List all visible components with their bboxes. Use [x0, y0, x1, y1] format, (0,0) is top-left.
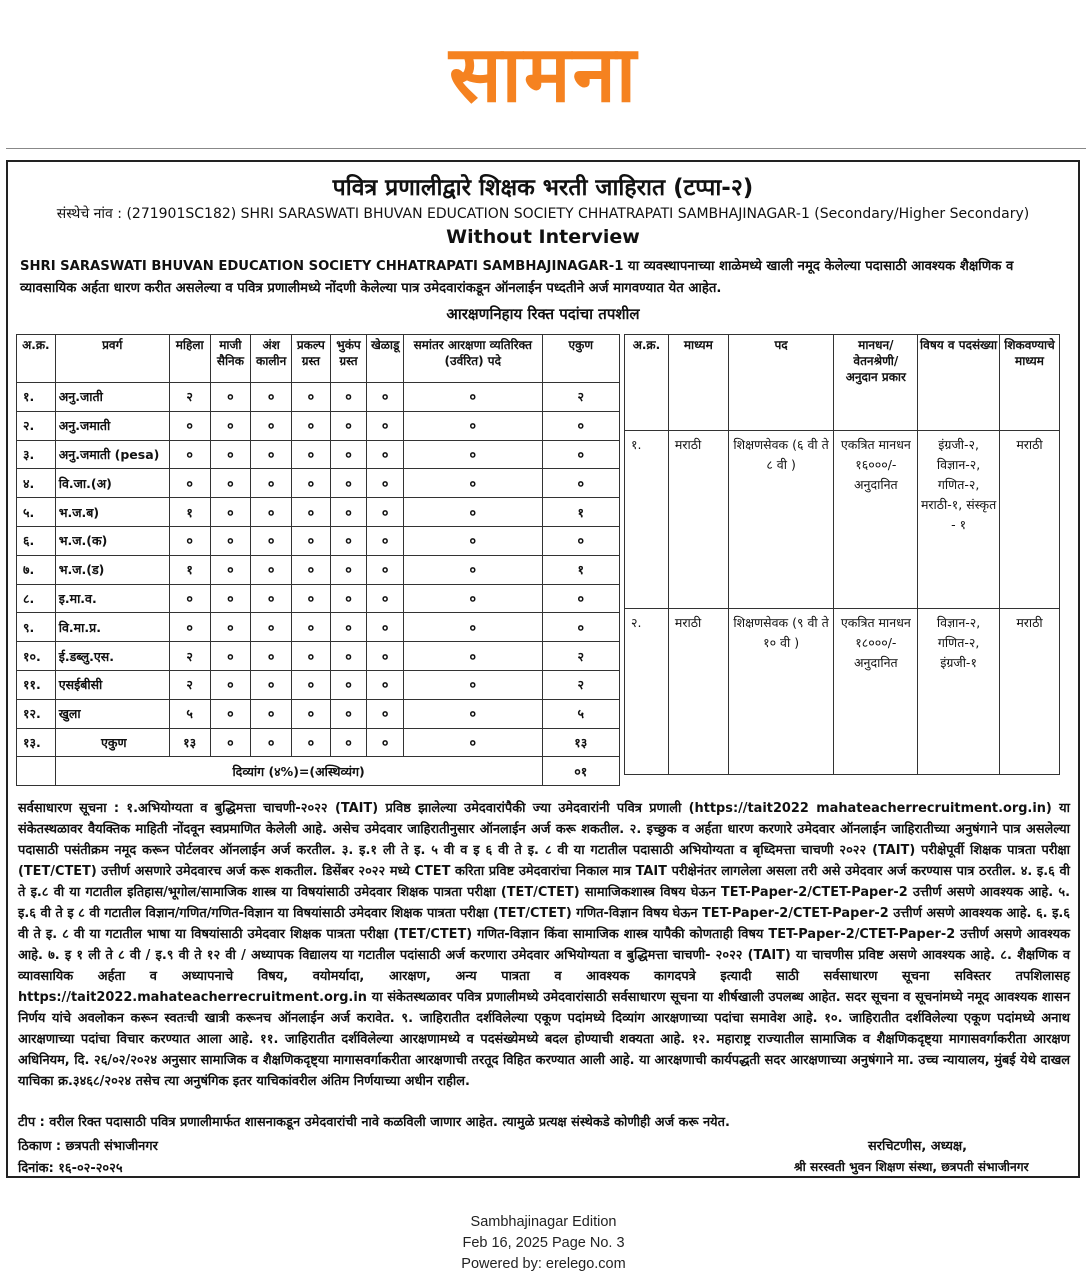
- table-cell: ०: [330, 555, 367, 584]
- signatory: सरचिटणीस, अध्यक्ष,: [868, 1139, 968, 1154]
- table-cell: ०: [251, 440, 292, 469]
- table-cell: ०: [404, 555, 543, 584]
- table-cell: १२.: [17, 699, 56, 728]
- table-cell-subjects: इंग्रजी-२, विज्ञान-२, गणित-२, मराठी-१, संस्कृत - १: [918, 431, 1000, 609]
- table-cell: ११.: [17, 670, 56, 699]
- table-row: [17, 498, 620, 527]
- table-cell: ०: [291, 440, 330, 469]
- table-cell: अनु.जमाती (pesa): [55, 440, 169, 469]
- table-cell: ०: [330, 728, 367, 757]
- table-row: [17, 383, 620, 412]
- column-header: मानधन/ वेतनश्रेणी/ अनुदान प्रकार: [834, 335, 918, 431]
- table-cell-medium: मराठी: [668, 609, 728, 775]
- table-cell: ०: [169, 411, 210, 440]
- table-row: [17, 440, 620, 469]
- table-cell: ०: [404, 670, 543, 699]
- table-cell: ०: [251, 584, 292, 613]
- table-cell: ०: [330, 613, 367, 642]
- table-row: [17, 526, 620, 555]
- table-cell: ०: [367, 555, 404, 584]
- table-cell: ०: [404, 584, 543, 613]
- table-cell: ०: [404, 728, 543, 757]
- table-cell: ०: [367, 526, 404, 555]
- table-cell: ०: [404, 498, 543, 527]
- table-cell: ०: [404, 699, 543, 728]
- post-table: [624, 334, 1060, 775]
- table-cell: भ.ज.(ड): [55, 555, 169, 584]
- table-cell: २: [542, 642, 619, 671]
- table-cell: ०: [367, 642, 404, 671]
- table-cell: ०: [169, 526, 210, 555]
- column-header: प्रकल्प ग्रस्त: [291, 335, 330, 383]
- column-header: विषय व पदसंख्या: [918, 335, 1000, 431]
- table-cell: ०: [404, 383, 543, 412]
- column-header: भुकंप ग्रस्त: [330, 335, 367, 383]
- table-cell: ०: [169, 440, 210, 469]
- table-cell: ०: [251, 526, 292, 555]
- table-cell: भ.ज.ब): [55, 498, 169, 527]
- table-cell: ०: [291, 411, 330, 440]
- column-header: अ.क्र.: [625, 335, 669, 431]
- table-cell: १३: [542, 728, 619, 757]
- table-cell: ०: [291, 584, 330, 613]
- table-cell: ०: [251, 498, 292, 527]
- ad-title: पवित्र प्रणालीद्वारे शिक्षक भरती जाहिरात (टप्पा-२): [332, 175, 754, 201]
- table-cell: ०: [210, 440, 251, 469]
- table-cell: १३: [169, 728, 210, 757]
- table-cell: ०: [330, 642, 367, 671]
- table-row: [17, 584, 620, 613]
- column-header: माजी सैनिक: [210, 335, 251, 383]
- table-cell: ०: [291, 526, 330, 555]
- table-row: [17, 699, 620, 728]
- table-cell: ०: [367, 498, 404, 527]
- table-cell: ०: [404, 440, 543, 469]
- table-row: [17, 642, 620, 671]
- table-cell: ०: [210, 699, 251, 728]
- table-cell: इ.मा.व.: [55, 584, 169, 613]
- table-cell: ०: [367, 670, 404, 699]
- table-cell: ०: [542, 526, 619, 555]
- table-cell: ०: [210, 555, 251, 584]
- table-cell: ०: [330, 498, 367, 527]
- disabled-label: दिव्यांग (४%)=(अस्थिव्यंग): [55, 757, 542, 786]
- table-cell: ०: [542, 440, 619, 469]
- table-cell: ०: [291, 469, 330, 498]
- table-cell: ५: [542, 699, 619, 728]
- page-footer: [0, 1212, 1087, 1275]
- advertisement-box: [6, 160, 1080, 1178]
- table-cell: ०: [169, 469, 210, 498]
- table-cell: ०: [251, 411, 292, 440]
- table-cell: २.: [17, 411, 56, 440]
- newspaper-masthead: [0, 30, 1087, 120]
- tip-note: टीप : वरील रिक्त पदासाठी पवित्र प्रणालीमार्फत शासनाकडून उमेदवारांची नावे कळविली जाणार आहेत. त्यामुळे प्रत्यक्ष संस्थेकडे कोणीही अर्ज करू नयेत.: [18, 1115, 730, 1130]
- table-cell: ०: [210, 613, 251, 642]
- table-cell: ७.: [17, 555, 56, 584]
- column-header: खेळाडू: [367, 335, 404, 383]
- column-header: अंश कालीन: [251, 335, 292, 383]
- table-cell: ०: [251, 699, 292, 728]
- table-cell: १: [542, 555, 619, 584]
- table-cell: वि.मा.प्र.: [55, 613, 169, 642]
- post-table-body: [625, 431, 1060, 775]
- table-cell: ०: [367, 469, 404, 498]
- table-cell-teach-medium: मराठी: [999, 609, 1059, 775]
- column-header: महिला: [169, 335, 210, 383]
- table-cell: ०: [169, 584, 210, 613]
- reservation-table-header: [17, 335, 620, 383]
- table-cell: ०: [251, 642, 292, 671]
- table-cell-subjects: विज्ञान-२, गणित-२, इंग्रजी-१: [918, 609, 1000, 775]
- table-cell: अनु.जाती: [55, 383, 169, 412]
- table-heading: आरक्षणनिहाय रिक्त पदांचा तपशील: [446, 305, 640, 323]
- table-row: [625, 609, 1060, 775]
- table-cell: [17, 757, 56, 786]
- powered-by-label: Powered by: erelego.com: [461, 1256, 626, 1272]
- table-cell: ०: [367, 699, 404, 728]
- table-cell: ०: [251, 469, 292, 498]
- table-cell-post: शिक्षणसेवक (९ वी ते १० वी ): [728, 609, 834, 775]
- table-cell: ०: [291, 670, 330, 699]
- table-cell: ०: [251, 613, 292, 642]
- date-page-label: Feb 16, 2025 Page No. 3: [462, 1235, 625, 1251]
- table-cell-sr: १.: [625, 431, 669, 609]
- table-cell: ०: [291, 699, 330, 728]
- table-cell: ०: [330, 383, 367, 412]
- table-cell: एकुण: [55, 728, 169, 757]
- table-cell: ०: [291, 642, 330, 671]
- table-cell: ०: [291, 498, 330, 527]
- table-cell: ०: [210, 670, 251, 699]
- disabled-row: [17, 757, 620, 786]
- table-cell-sr: २.: [625, 609, 669, 775]
- table-cell-teach-medium: मराठी: [999, 431, 1059, 609]
- table-cell: ८.: [17, 584, 56, 613]
- table-cell: ०: [210, 642, 251, 671]
- table-row: [17, 728, 620, 757]
- table-cell: ई.डब्लु.एस.: [55, 642, 169, 671]
- table-cell: ०: [210, 526, 251, 555]
- table-cell: ०: [367, 440, 404, 469]
- table-cell: ०: [291, 383, 330, 412]
- place: ठिकाण : छत्रपती संभाजीनगर: [18, 1139, 158, 1154]
- table-cell: ०: [542, 584, 619, 613]
- table-cell: ९.: [17, 613, 56, 642]
- table-cell: एसईबीसी: [55, 670, 169, 699]
- table-cell: २: [169, 383, 210, 412]
- table-cell: २: [169, 670, 210, 699]
- table-cell: ०: [210, 584, 251, 613]
- table-cell: ०: [330, 699, 367, 728]
- table-cell: ०: [210, 498, 251, 527]
- general-instructions: सर्वसाधारण सूचना : १.अभियोग्यता व बुद्धिमत्ता चाचणी-२०२२ (TAIT) प्रविष्ठ झालेल्या उमेदवारांपैकी ज्या उमेदवारांनी पवित्र प्रणाली (https://tait2022 mahateacherrecruitment.org.in) या संकेतस्थळावर वैयक्तिक माहिती नोंदवून स्वप्रमाणित केलेली आहे. असेच उमेदवार जाहिरातीनुसार ऑनलाईन अर्ज करू शकतील. २. इच्छुक व अर्हता धारण करणारे उमेदवार ऑनलाईन जाहिरातीच्या अनुषंगाने पात्र असलेल्या पदासाठी पसंतीक्रम नमूद करून पोर्टलवर ऑनलाईन अर्ज करतील. ३. इ.१ ली ते इ. ५ वी व इ ६ वी ते इ. ८ वी या गटातील पदासाठी अभियोग्यता व बृध्दिमत्ता चाचणी २०२२ (TAIT) परीक्षेपूर्वी शिक्षक पात्रता परीक्षा (TET/CTET) उत्तीर्ण असणारे उमेदवारच अर्ज करू शकतील. डिसेंबर २०२२ मध्ये CTET करिता प्रविष्ट उमेदवारांचा निकाल मात्र TAIT परीक्षेनंतर लागलेला असला तरी असे उमेदवार अर्ज करण्यास पात्र ठरतील. ४. इ.६ वी ते इ.८ वी या गटातील इतिहास/भूगोल/सामाजिक शास्त्र या विषयांसाठी उमेदवार शिक्षक पात्रता परीक्षा (TET/CTET) सामाजिकशास्त्र विषय घेऊन TET-Paper-2/CTET-Paper-2 उत्तीर्ण असणे आवश्यक आहे. ५. इ.६ वी ते इ ८ वी गटातील विज्ञान/गणित/गणित-विज्ञान या विषयांसाठी उमेदवार शिक्षक पात्रता परीक्षा (TET/CTET) गणित-विज्ञान विषय घेऊन TET-Paper-2/CTET-Paper-2 उत्तीर्ण असणे आवश्यक आहे. ६. इ.६ वी ते इ. ८ वी या गटातील भाषा या विषयांसाठी उमेदवार शिक्षक पात्रता परीक्षा (TET/CTET) गणित-विज्ञान किंवा सामाजिक शास्त्र यापैकी कोणताही विषय TET-Paper-2/CTET-Paper-2 उत्तीर्ण असणे आवश्यक आहे. ७. इ १ ली ते ८ वी / इ.९ वी ते १२ वी / अध्यापक विद्यालय या गटातील पदांसाठी अर्ज करणारा उमेदवार अभियोग्यता व बुद्धिमत्ता चाचणी- २०२२ (TAIT) या चाचणीस प्रविष्ट असणे आवश्यक आहे. ८. शैक्षणिक व व्यावसायिक अर्हता व अध्यापनाचे विषय, वयोमर्यादा, आरक्षण, अन्य पात्रता व आवश्यक कागदपत्रे इत्यादी साठी सर्वसाधारण सूचना सविस्तर तपशिलासह https://tait2022.mahateacherrecruitment.org.in या संकेतस्थळावर पवित्र प्रणालीमध्ये उमेदवारांसाठी सर्वसाधारण सूचना या शीर्षखाली उपलब्ध आहेत. सदर सूचना व सूचनांमध्ये नमूद आवश्यक शासन निर्णय यांचे अवलोकन करून स्वतःची खात्री करूनच ऑनलाईन अर्ज करावेत. ९. जाहिरातीत दर्शविलेल्या एकूण पदांमध्ये दिव्यांग आरक्षणाच्या पदांचा समावेश आहे. १०. जाहिरातीत दर्शविलेल्या एकूण पदांमध्ये अनाथ आरक्षणाच्या पदांचा विचार करण्यात आला आहे. ११. जाहिरातीत दर्शविलेल्या आरक्षणामध्ये व पदसंख्येमध्ये बदल होण्याची शक्यता आहे. १२. महाराष्ट्र राज्यातील सामाजिक व शैक्षणिकदृष्ट्या मागासवर्गाकरीता आरक्षण अधिनियम, दि. २६/०२/२०२४ अनुसार सामाजिक व शैक्षणिकदृष्ट्या मागासवर्गाकरीता आरक्षणाची तरतूद विहित करण्यात आली आहे. या आरक्षणाची कार्यपद्धती सदर आरक्षणाच्या अनुषंगाने मा. उच्च न्यायालय, मुंबई येथे दाखल याचिका क्र.३४६८/२०२४ तसेच त्या अनुषंगिक इतर याचिकांवरील अंतिम निर्णयाच्या अधीन राहील.: [18, 801, 1070, 1089]
- table-row: [17, 469, 620, 498]
- table-cell: अनु.जमाती: [55, 411, 169, 440]
- table-cell: ०: [367, 613, 404, 642]
- table-cell: ०: [404, 411, 543, 440]
- table-cell-post: शिक्षणसेवक (६ वी ते ८ वी ): [728, 431, 834, 609]
- table-cell: ०: [251, 728, 292, 757]
- column-header: माध्यम: [668, 335, 728, 431]
- table-cell: १३.: [17, 728, 56, 757]
- column-header: प्रवर्ग: [55, 335, 169, 383]
- newspaper-logo: सामना: [448, 30, 639, 120]
- table-cell: ०: [210, 728, 251, 757]
- table-cell: ०: [251, 383, 292, 412]
- table-cell: ०: [330, 526, 367, 555]
- column-header: एकुण: [542, 335, 619, 383]
- edition-label: Sambhajinagar Edition: [470, 1214, 617, 1230]
- reservation-table-body: [17, 383, 620, 757]
- table-cell: ०: [367, 584, 404, 613]
- table-cell: १: [542, 498, 619, 527]
- table-cell: ०: [330, 584, 367, 613]
- table-cell: २: [169, 642, 210, 671]
- table-cell: ३.: [17, 440, 56, 469]
- table-cell: १: [169, 555, 210, 584]
- table-cell: ०: [404, 526, 543, 555]
- table-cell: ४.: [17, 469, 56, 498]
- table-cell: ०: [210, 383, 251, 412]
- column-header: अ.क्र.: [17, 335, 56, 383]
- table-cell-pay: एकत्रित मानधन १८०००/- अनुदानित: [834, 609, 918, 775]
- table-cell: १०.: [17, 642, 56, 671]
- table-cell: ०: [542, 469, 619, 498]
- table-row: [17, 613, 620, 642]
- divider: [6, 148, 1086, 149]
- table-row: [17, 670, 620, 699]
- table-row: [625, 431, 1060, 609]
- table-cell: २: [542, 383, 619, 412]
- table-cell: ०: [210, 411, 251, 440]
- table-cell: ०: [330, 440, 367, 469]
- column-header: समांतर आरक्षणा व्यतिरिक्त (उर्वरित) पदे: [404, 335, 543, 383]
- table-cell: ०: [251, 670, 292, 699]
- table-cell: ०: [291, 613, 330, 642]
- table-cell: १: [169, 498, 210, 527]
- table-row: [17, 555, 620, 584]
- table-cell: ०: [330, 411, 367, 440]
- table-cell: ०: [330, 670, 367, 699]
- column-header: पद: [728, 335, 834, 431]
- table-cell: ०: [367, 383, 404, 412]
- disabled-value: ०१: [542, 757, 619, 786]
- table-cell: ०: [251, 555, 292, 584]
- table-cell: ०: [404, 642, 543, 671]
- table-cell: ५: [169, 699, 210, 728]
- interview-note: Without Interview: [446, 226, 640, 248]
- reservation-table: [16, 334, 620, 786]
- institution-line: संस्थेचे नांव : (271901SC182) SHRI SARASWATI BHUVAN EDUCATION SOCIETY CHHATRAPATI SAMBHAJINAGAR-1 (Secondary/Higher Secondary): [56, 206, 1030, 222]
- date: दिनांक: १६-०२-२०२५: [18, 1161, 123, 1176]
- table-cell: खुला: [55, 699, 169, 728]
- table-cell: ०: [404, 469, 543, 498]
- intro-paragraph: SHRI SARASWATI BHUVAN EDUCATION SOCIETY CHHATRAPATI SAMBHAJINAGAR-1 या व्यवस्थापनाच्या शाळेमध्ये खाली नमूद केलेल्या पदासाठी आवश्यक शैक्षणिक व व्यावसायिक अर्हता धारण करीत असलेल्या व पवित्र प्रणालीमध्ये नोंदणी केलेल्या पात्र उमेदवारांकडून ऑनलाईन पध्दतीने अर्ज मागवण्यात येत आहेत.: [20, 259, 1014, 296]
- table-cell: ५.: [17, 498, 56, 527]
- table-cell: ०: [330, 469, 367, 498]
- table-cell: ०: [169, 613, 210, 642]
- table-cell: ६.: [17, 526, 56, 555]
- table-cell: ०: [291, 728, 330, 757]
- signatory-organization: श्री सरस्वती भुवन शिक्षण संस्था, छत्रपती संभाजीनगर: [794, 1160, 1029, 1174]
- column-header: शिकवण्याचे माध्यम: [999, 335, 1059, 431]
- table-cell: ०: [210, 469, 251, 498]
- table-cell: ०: [404, 613, 543, 642]
- post-table-header: [625, 335, 1060, 431]
- table-cell-pay: एकत्रित मानधन १६०००/- अनुदानित: [834, 431, 918, 609]
- table-row: [17, 411, 620, 440]
- table-cell: ०: [291, 555, 330, 584]
- table-cell: २: [542, 670, 619, 699]
- table-cell: भ.ज.(क): [55, 526, 169, 555]
- table-cell: ०: [367, 728, 404, 757]
- table-cell: वि.जा.(अ): [55, 469, 169, 498]
- table-cell-medium: मराठी: [668, 431, 728, 609]
- table-cell: १.: [17, 383, 56, 412]
- table-cell: ०: [542, 613, 619, 642]
- table-cell: ०: [542, 411, 619, 440]
- table-cell: ०: [367, 411, 404, 440]
